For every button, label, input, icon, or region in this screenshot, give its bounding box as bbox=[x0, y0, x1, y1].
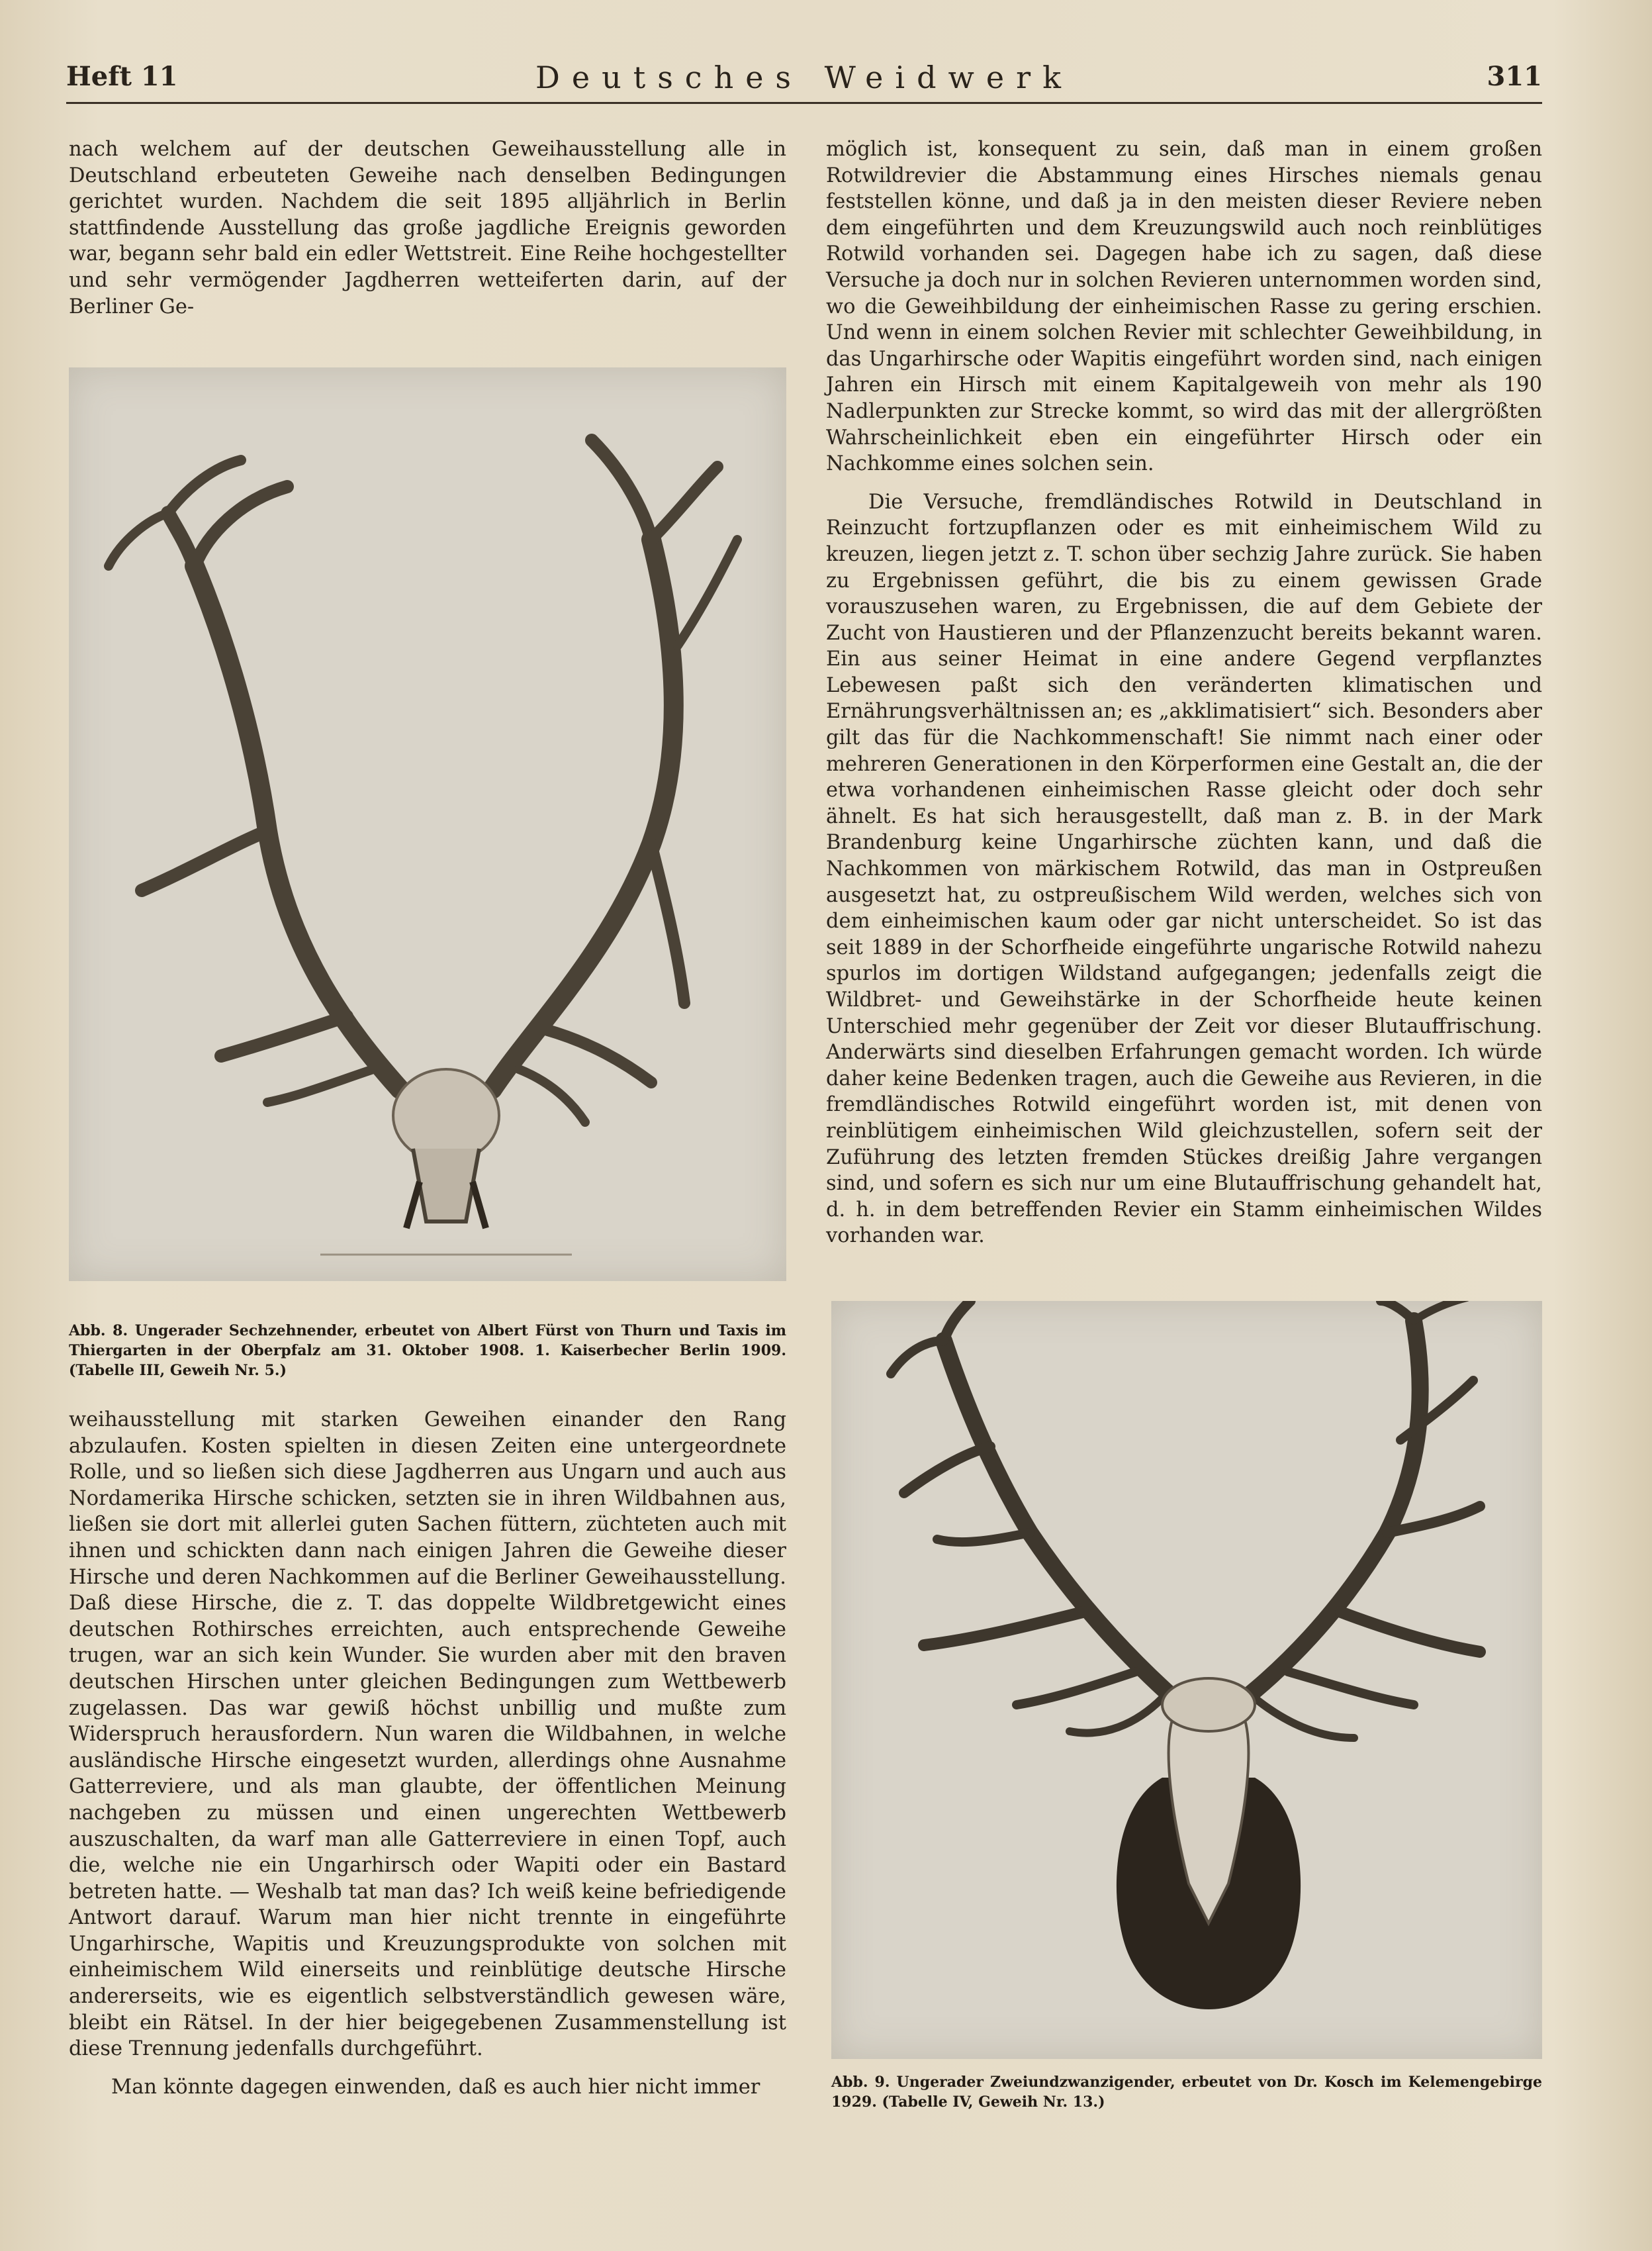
paragraph: weihausstellung mit starken Geweihen einander den Rang abzulaufen. Kosten spielten in diesen Zeiten eine untergeordnete Rolle, und so ließen sich diese Jagdherren aus Ungarn und auch aus Nordamerika Hirsche schicken, setzten sie in ihren Wildbahnen aus, ließen sie dort mit allerlei guten Sachen füttern, züchteten auch mit ihnen und schickten dann nach einigen Jahren die Geweihe dieser Hirsche und deren Nachkommen auf die Berliner Geweihausstellung. Daß diese Hirsche, die z. T. das doppelte Wildbretgewicht eines deutschen Rothirsches erreichten, auch entsprechende Geweihe trugen, war an sich kein Wunder. Sie wurden aber mit den braven deutschen Hirschen unter gleichen Bedingungen zum Wettbewerb zugelassen. Das war gewiß höchst unbillig und mußte zum Widerspruch herausfordern. Nun waren die Wildbahnen, in welche ausländische Hirsche eingesetzt wurden, allerdings ohne Ausnahme Gatterreviere, und als man glaubte, der öffentlichen Meinung nachgeben zu müssen und einen ungerechten Wettbewerb auszuschalten, da warf man alle Gatterreviere in einen Topf, auch die, welche nie ein Ungarhirsch oder Wapiti oder ein Bastard betreten hatte. — Weshalb tat man das? Ich weiß keine befriedigende Antwort darauf. Warum man hier nicht trennte in eingeführte Ungarhirsche, Wapitis und Kreuzungsprodukte von solchen mit einheimischem Wild einerseits und reinblütige deutsche Hirsche andererseits, wie es eigentlich selbstverständlich gewesen wäre, bleibt ein Rätsel. In der hier beigegebenen Zusammenstellung ist diese Trennung jedenfalls durchgeführt. bbox=[69, 1408, 786, 2061]
left-column-top bbox=[69, 136, 786, 320]
issue-label: Heft 11 bbox=[66, 61, 178, 92]
antler-trophy-image bbox=[831, 1301, 1542, 2059]
paragraph: nach welchem auf der deutschen Geweihausstellung alle in Deutschland erbeuteten Geweihe nach denselben Bedingungen gerichtet wurden. Nachdem die seit 1895 alljährlich in Berlin stattfindende Ausstellung das große jagdliche Ereignis geworden war, begann sehr bald ein edler Wettstreit. Eine Reihe hochgestellter und sehr vermögender Jagdherren wetteiferten darin, auf der Berliner Ge- bbox=[69, 138, 786, 318]
figure-8-caption: Abb. 8. Ungerader Sechzehnender, erbeutet von Albert Fürst von Thurn und Taxis im Thiergarten in der Oberpfalz am 31. Oktober 1908. 1. Kaiserbecher Berlin 1909. (Tabelle III, Geweih Nr. 5.) bbox=[69, 1322, 786, 1379]
paragraph: Die Versuche, fremdländisches Rotwild in Deutschland in Reinzucht fortzupflanzen oder es mit einheimischem Wild zu kreuzen, liegen jetzt z. T. schon über sechzig Jahre zurück. Sie haben zu Ergebnissen geführt, die bis zu einem gewissen Grade vorauszusehen waren, zu Ergebnissen, die auf dem Gebiete der Zucht von Haustieren und der Pflanzenzucht bereits bekannt waren. Ein aus seiner Heimat in eine andere Gegend verpflanztes Lebewesen paßt sich den veränderten klimatischen und Ernährungsverhältnissen an; es „akklimatisiert“ sich. Besonders aber gilt das für die Nachkommenschaft! Sie nimmt nach einer oder mehreren Generationen in den Körperformen eine Gestalt an, die der etwa vorhandenen einheimischen Rasse gleicht oder doch sehr ähnelt. Es hat sich herausgestellt, daß man z. B. in der Mark Brandenburg keine Ungarhirsche züchten kann, und daß die Nachkommen von märkischem Rotwild, das man in Ostpreußen ausgesetzt hat, zu ostpreußischem Wild werden, welches sich von dem einheimischen kaum oder gar nicht unterscheidet. So ist das seit 1889 in der Schorfheide eingeführte ungarische Rotwild nahezu spurlos im dortigen Wildstand aufgegangen; jedenfalls zeigt die Wildbret- und Geweihstärke in der Schorfheide heute keinen Unterschied mehr gegenüber der Zeit vor dieser Blutauffrischung. Anderwärts sind dieselben Erfahrungen gemacht worden. Ich würde daher keine Bedenken tragen, auch die Geweihe aus Revieren, in die fremdländisches Rotwild eingeführt worden ist, mit denen von reinblütigem einheimischen Wild gleichzustellen, sofern seit der Zuführung des letzten fremden Stückes dreißig Jahre vergangen sind, und sofern es sich nur um eine Blutauffrischung gehandelt hat, d. h. in dem betreffenden Revier ein Stamm einheimischen Wildes vorhanden war. bbox=[826, 490, 1542, 1248]
right-column-top bbox=[826, 136, 1542, 1249]
figure-9-caption: Abb. 9. Ungerader Zweiundzwanzigender, erbeutet von Dr. Kosch im Kelemengebirge 1929. (Tabelle IV, Geweih Nr. 13.) bbox=[831, 2074, 1542, 2111]
journal-title: Deutsches Weidwerk bbox=[535, 60, 1074, 95]
paragraph: Man könnte dagegen einwenden, daß es auch hier nicht immer bbox=[111, 2075, 760, 2099]
figure-8-photo bbox=[69, 367, 786, 1281]
left-column-bottom bbox=[69, 1407, 786, 2100]
antler-trophy-image bbox=[69, 367, 786, 1281]
page-header bbox=[66, 56, 1542, 104]
paragraph: möglich ist, konsequent zu sein, daß man in einem großen Rotwildrevier die Abstammung eines Hirsches niemals genau feststellen könne, und daß ja in den meisten dieser Reviere neben dem eingeführten und dem Kreuzungswild auch noch reinblütiges Rotwild vorhanden sei. Dagegen habe ich zu sagen, daß diese Versuche ja doch nur in solchen Revieren unternommen worden sind, wo die Geweihbildung der einheimischen Rasse zu gering erschien. Und wenn in einem solchen Revier mit schlechter Geweihbildung, in das Ungarhirsche oder Wapitis eingeführt worden sind, nach einigen Jahren ein Hirsch mit einem Kapitalgeweih von mehr als 190 Nadlerpunkten zur Strecke kommt, so wird das mit der allergrößten Wahrscheinlichkeit eben ein eingeführter Hirsch oder ein Nachkomme eines solchen sein. bbox=[826, 138, 1542, 476]
page-number: 311 bbox=[1487, 61, 1542, 92]
figure-9-photo bbox=[831, 1301, 1542, 2059]
